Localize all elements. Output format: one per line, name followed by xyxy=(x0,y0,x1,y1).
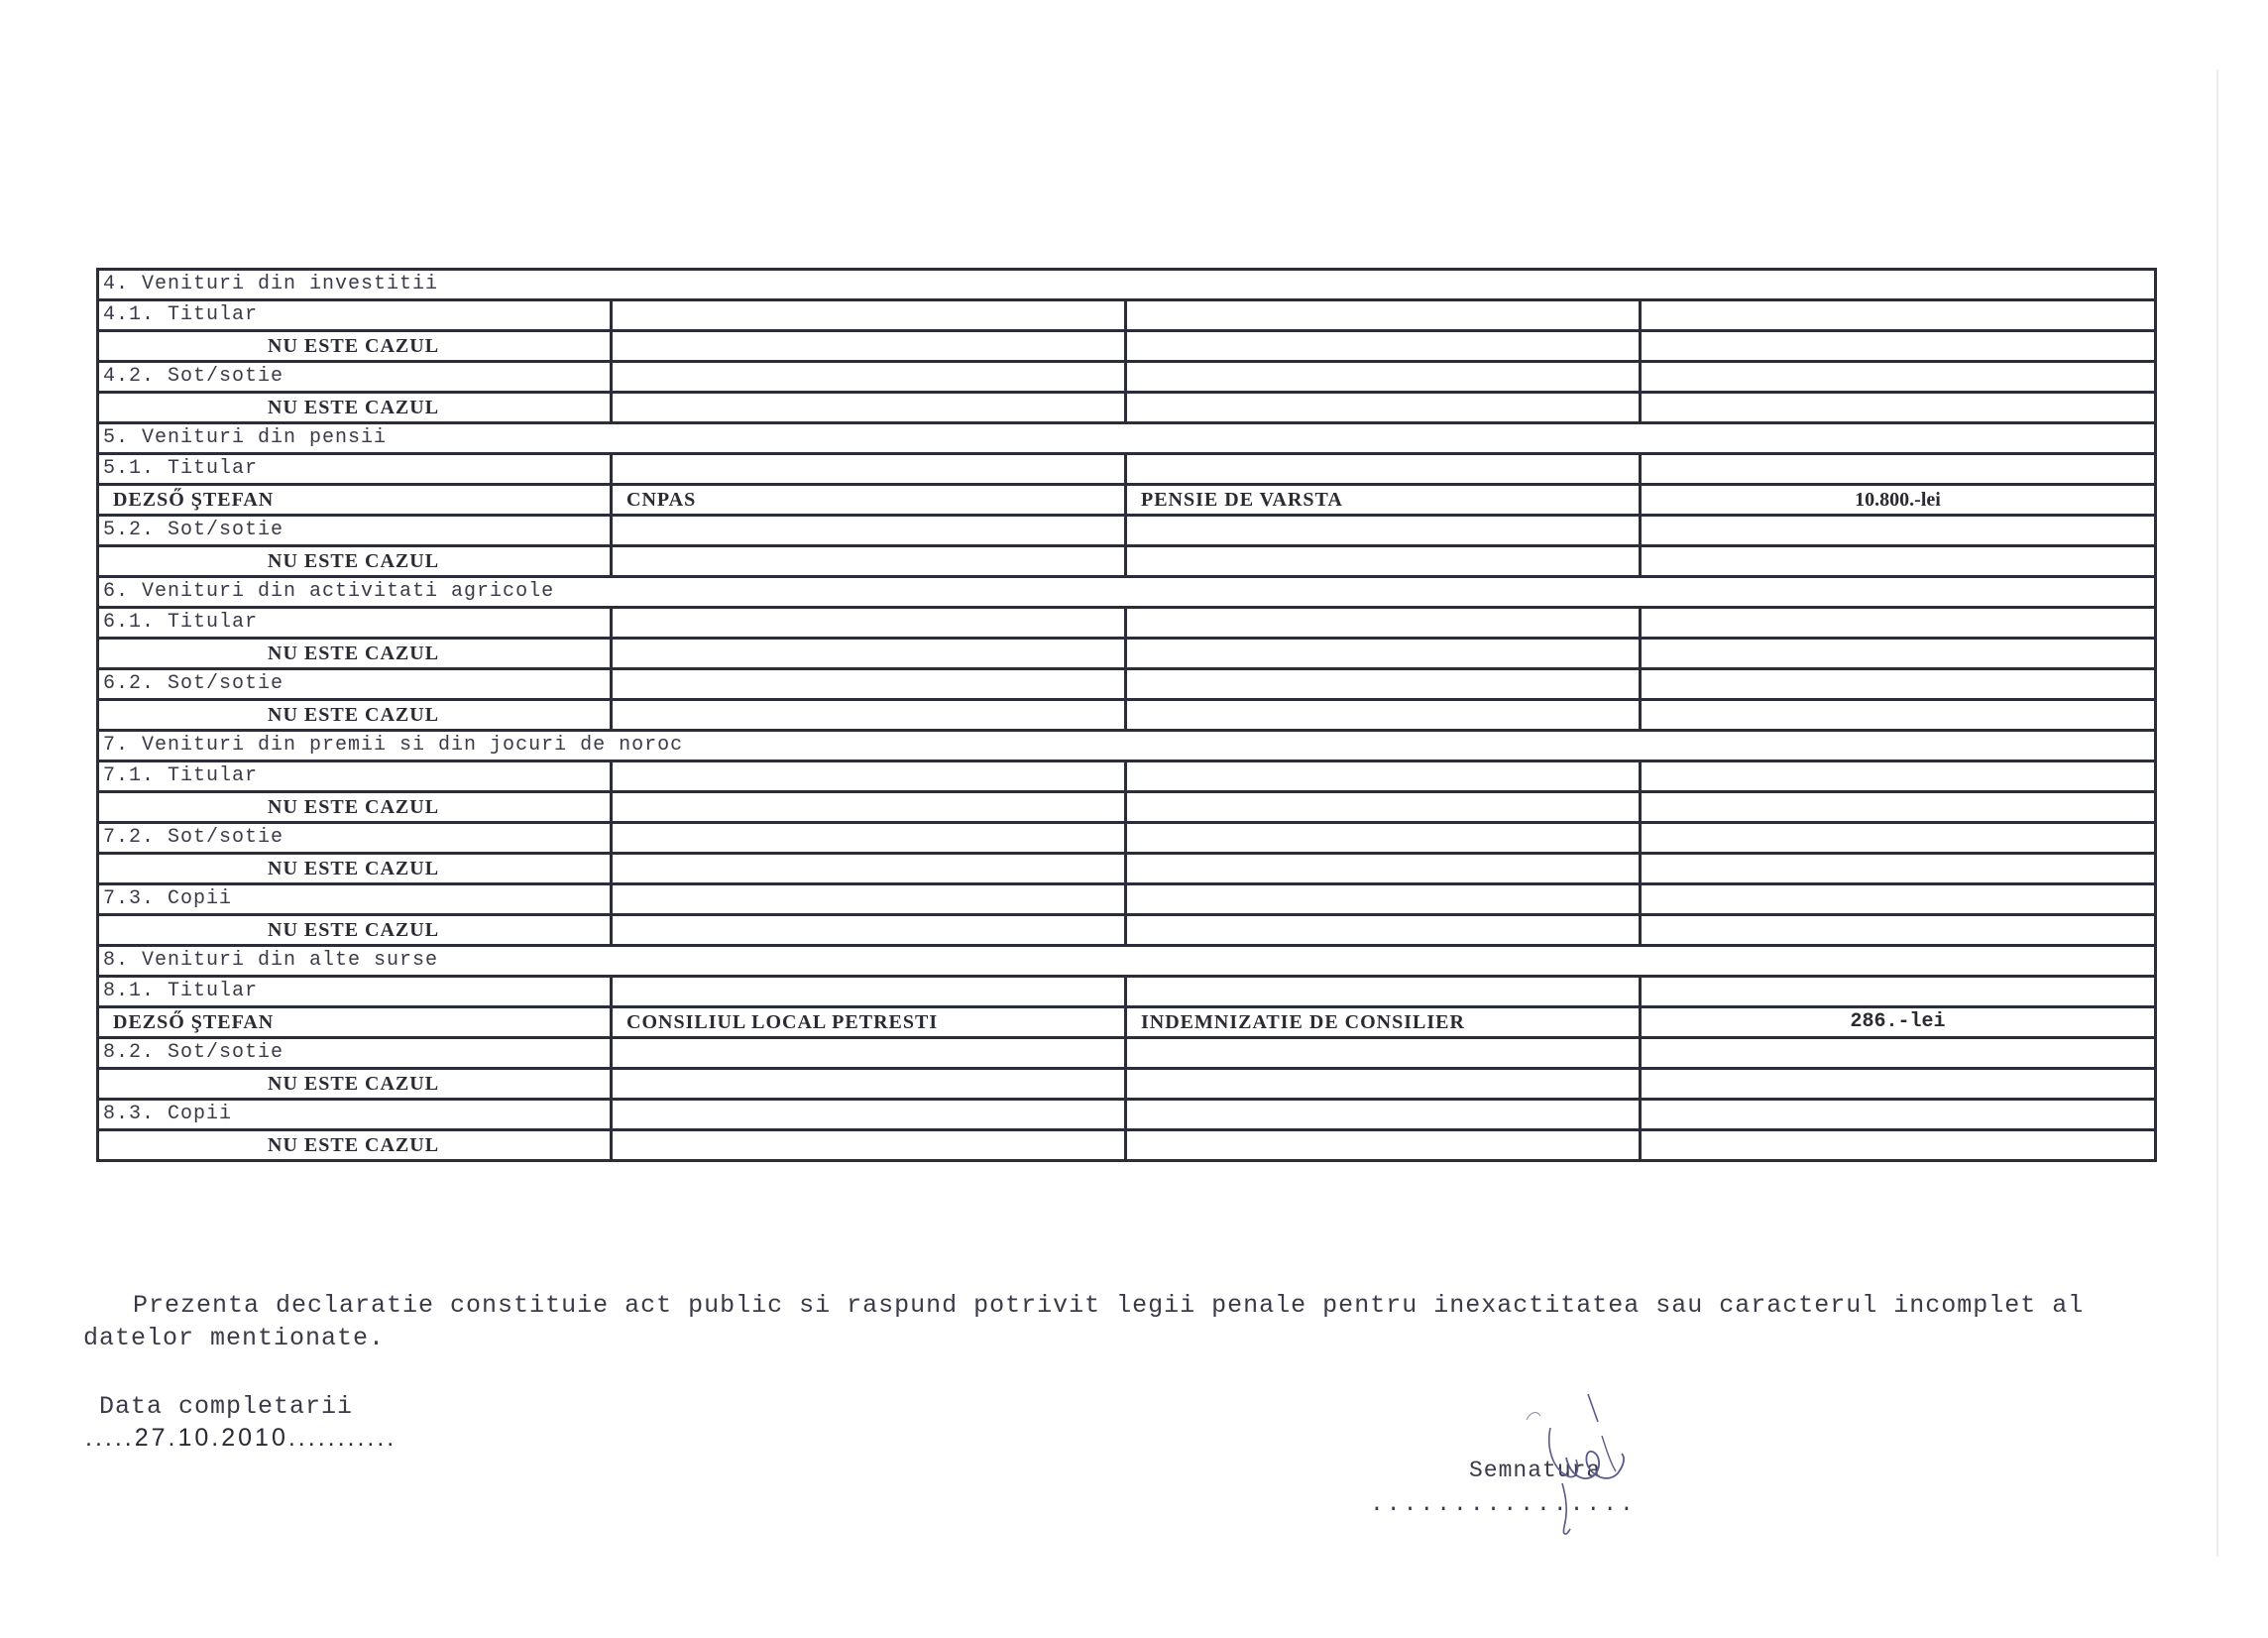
not-applicable-text: NU ESTE CAZUL xyxy=(98,1130,612,1161)
not-applicable-text: NU ESTE CAZUL xyxy=(98,792,612,823)
beneficiary-row xyxy=(98,300,2156,331)
empty-cell xyxy=(1126,1038,1641,1069)
entry-row xyxy=(98,700,2156,731)
not-applicable-text: NU ESTE CAZUL xyxy=(98,915,612,946)
beneficiary-label: 5.2. Sot/sotie xyxy=(98,516,612,546)
entry-row xyxy=(98,639,2156,669)
beneficiary-label: 6.1. Titular xyxy=(98,608,612,639)
empty-cell xyxy=(1641,915,2156,946)
empty-cell xyxy=(1641,669,2156,700)
empty-cell xyxy=(1641,516,2156,546)
empty-cell xyxy=(1641,362,2156,393)
not-applicable-text: NU ESTE CAZUL xyxy=(98,700,612,731)
empty-cell xyxy=(612,823,1126,854)
not-applicable-text: NU ESTE CAZUL xyxy=(98,639,612,669)
section-row xyxy=(98,731,2156,761)
beneficiary-label: 7.1. Titular xyxy=(98,761,612,792)
section-title: 6. Venituri din activitati agricole xyxy=(98,577,2156,608)
section-row xyxy=(98,577,2156,608)
empty-cell xyxy=(1641,884,2156,915)
entry-row xyxy=(98,546,2156,577)
empty-cell xyxy=(1641,1100,2156,1130)
section-title: 5. Venituri din pensii xyxy=(98,423,2156,454)
empty-cell xyxy=(612,1038,1126,1069)
signature-label: Semnatura xyxy=(1469,1458,1602,1483)
empty-cell xyxy=(612,977,1126,1007)
empty-cell xyxy=(612,362,1126,393)
income-holder-name: DEZSŐ ŞTEFAN xyxy=(98,485,612,516)
empty-cell xyxy=(1126,884,1641,915)
beneficiary-label: 4.1. Titular xyxy=(98,300,612,331)
empty-cell xyxy=(612,854,1126,884)
beneficiary-label: 8.2. Sot/sotie xyxy=(98,1038,612,1069)
handwritten-signature xyxy=(1507,1388,1665,1547)
empty-cell xyxy=(612,1130,1126,1161)
empty-cell xyxy=(612,915,1126,946)
empty-cell xyxy=(612,546,1126,577)
empty-cell xyxy=(612,884,1126,915)
empty-cell xyxy=(1641,792,2156,823)
empty-cell xyxy=(1641,977,2156,1007)
empty-cell xyxy=(612,761,1126,792)
empty-cell xyxy=(612,454,1126,485)
entry-row xyxy=(98,1007,2156,1038)
section-title: 7. Venituri din premii si din jocuri de noroc xyxy=(98,731,2156,761)
beneficiary-label: 8.3. Copii xyxy=(98,1100,612,1130)
signature-line: ................ xyxy=(1370,1491,1637,1517)
not-applicable-text: NU ESTE CAZUL xyxy=(98,546,612,577)
empty-cell xyxy=(1126,608,1641,639)
beneficiary-row xyxy=(98,1100,2156,1130)
empty-cell xyxy=(612,669,1126,700)
empty-cell xyxy=(1641,331,2156,362)
empty-cell xyxy=(1126,393,1641,423)
empty-cell xyxy=(1641,454,2156,485)
empty-cell xyxy=(1126,1069,1641,1100)
empty-cell xyxy=(1126,854,1641,884)
beneficiary-row xyxy=(98,823,2156,854)
empty-cell xyxy=(612,792,1126,823)
empty-cell xyxy=(1126,669,1641,700)
income-service: PENSIE DE VARSTA xyxy=(1126,485,1641,516)
empty-cell xyxy=(612,516,1126,546)
income-service: INDEMNIZATIE DE CONSILIER xyxy=(1126,1007,1641,1038)
empty-cell xyxy=(1641,761,2156,792)
empty-cell xyxy=(1126,761,1641,792)
section-row xyxy=(98,946,2156,977)
income-table-body xyxy=(98,270,2156,1161)
completion-date-value: .....27.10.2010........... xyxy=(85,1424,397,1452)
empty-cell xyxy=(612,331,1126,362)
entry-row xyxy=(98,1069,2156,1100)
empty-cell xyxy=(612,300,1126,331)
empty-cell xyxy=(612,1100,1126,1130)
empty-cell xyxy=(1126,516,1641,546)
beneficiary-label: 6.2. Sot/sotie xyxy=(98,669,612,700)
empty-cell xyxy=(1641,1069,2156,1100)
beneficiary-row xyxy=(98,977,2156,1007)
not-applicable-text: NU ESTE CAZUL xyxy=(98,331,612,362)
empty-cell xyxy=(1641,1038,2156,1069)
beneficiary-row xyxy=(98,454,2156,485)
empty-cell xyxy=(1126,1130,1641,1161)
beneficiary-row xyxy=(98,884,2156,915)
empty-cell xyxy=(1126,792,1641,823)
empty-cell xyxy=(1126,915,1641,946)
empty-cell xyxy=(1126,639,1641,669)
beneficiary-row xyxy=(98,669,2156,700)
empty-cell xyxy=(612,639,1126,669)
section-row xyxy=(98,270,2156,300)
empty-cell xyxy=(1126,546,1641,577)
not-applicable-text: NU ESTE CAZUL xyxy=(98,1069,612,1100)
empty-cell xyxy=(612,393,1126,423)
entry-row xyxy=(98,485,2156,516)
income-source: CNPAS xyxy=(612,485,1126,516)
entry-row xyxy=(98,393,2156,423)
entry-row xyxy=(98,915,2156,946)
completion-date-label: Data completarii xyxy=(99,1392,354,1421)
empty-cell xyxy=(1126,362,1641,393)
section-title: 4. Venituri din investitii xyxy=(98,270,2156,300)
declaration-statement: Prezenta declaratie constituie act public si raspund potrivit legii penale pentru inexactitatea sau caracterul incomplet al datelor mentionate. xyxy=(83,1291,2085,1352)
entry-row xyxy=(98,331,2156,362)
entry-row xyxy=(98,792,2156,823)
beneficiary-label: 8.1. Titular xyxy=(98,977,612,1007)
empty-cell xyxy=(1641,823,2156,854)
page-edge xyxy=(2216,69,2218,1557)
entry-row xyxy=(98,1130,2156,1161)
income-amount: 10.800.-lei xyxy=(1641,485,2156,516)
beneficiary-label: 5.1. Titular xyxy=(98,454,612,485)
beneficiary-row xyxy=(98,516,2156,546)
empty-cell xyxy=(1641,608,2156,639)
empty-cell xyxy=(1641,854,2156,884)
empty-cell xyxy=(1126,454,1641,485)
empty-cell xyxy=(1641,1130,2156,1161)
not-applicable-text: NU ESTE CAZUL xyxy=(98,854,612,884)
empty-cell xyxy=(1126,331,1641,362)
empty-cell xyxy=(1641,700,2156,731)
beneficiary-row xyxy=(98,761,2156,792)
empty-cell xyxy=(1126,977,1641,1007)
income-amount: 286.-lei xyxy=(1641,1007,2156,1038)
empty-cell xyxy=(1641,393,2156,423)
empty-cell xyxy=(1126,1100,1641,1130)
section-row xyxy=(98,423,2156,454)
beneficiary-row xyxy=(98,362,2156,393)
entry-row xyxy=(98,854,2156,884)
beneficiary-label: 7.3. Copii xyxy=(98,884,612,915)
empty-cell xyxy=(1641,546,2156,577)
empty-cell xyxy=(612,608,1126,639)
not-applicable-text: NU ESTE CAZUL xyxy=(98,393,612,423)
empty-cell xyxy=(612,700,1126,731)
beneficiary-label: 4.2. Sot/sotie xyxy=(98,362,612,393)
income-table xyxy=(96,268,2157,1162)
empty-cell xyxy=(1641,300,2156,331)
beneficiary-label: 7.2. Sot/sotie xyxy=(98,823,612,854)
empty-cell xyxy=(1641,639,2156,669)
empty-cell xyxy=(1126,300,1641,331)
income-holder-name: DEZSŐ ŞTEFAN xyxy=(98,1007,612,1038)
section-title: 8. Venituri din alte surse xyxy=(98,946,2156,977)
beneficiary-row xyxy=(98,1038,2156,1069)
beneficiary-row xyxy=(98,608,2156,639)
empty-cell xyxy=(1126,823,1641,854)
income-source: CONSILIUL LOCAL PETRESTI xyxy=(612,1007,1126,1038)
empty-cell xyxy=(1126,700,1641,731)
empty-cell xyxy=(612,1069,1126,1100)
